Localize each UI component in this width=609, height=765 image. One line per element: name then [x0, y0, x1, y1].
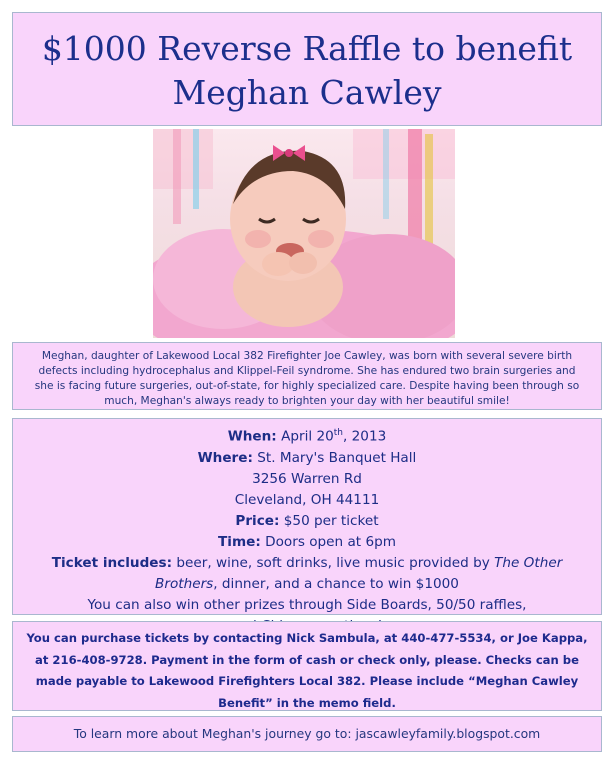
- includes-value-b: , dinner, and a chance to win $1000: [213, 575, 459, 592]
- page-title: [13, 13, 601, 115]
- title-line-2: Meghan Cawley: [172, 73, 442, 112]
- event-details-box: [12, 418, 602, 615]
- where-line: [13, 448, 601, 469]
- includes-line: [13, 553, 601, 595]
- title-line-1: $1000 Reverse Raffle to benefit: [41, 29, 573, 68]
- learn-more-text: To learn more about Meghan's journey go to: jascawleyfamily.blogspot.com: [73, 726, 541, 741]
- time-line: [13, 532, 601, 553]
- time-label: Time:: [218, 533, 261, 550]
- purchase-box: [12, 621, 602, 711]
- learn-more-box: [12, 716, 602, 752]
- when-value: April 20: [281, 428, 334, 445]
- includes-value-a: beer, wine, soft drinks, live music provided by: [176, 554, 490, 571]
- title-box: [12, 12, 602, 126]
- where-value: St. Mary's Banquet Hall: [257, 449, 417, 466]
- when-label: When:: [227, 428, 277, 445]
- when-line: [13, 423, 601, 448]
- story-text: Meghan, daughter of Lakewood Local 382 Firefighter Joe Cawley, was born with several severe birth defects including hydrocephalus and Klippel-Feil syndrome. She has endured two brain surgeries and she is facing future surgeries, out-of-state, for highly specialized care. Despite having been through so much, Meghan's always ready to brighten your day with her beautiful smile!: [34, 350, 580, 407]
- price-line: [13, 511, 601, 532]
- includes-label: Ticket includes:: [51, 554, 173, 571]
- baby-photo-illustration: [153, 129, 455, 338]
- when-suffix: th: [333, 428, 344, 438]
- story-box: [12, 342, 602, 410]
- where-label: Where:: [197, 449, 253, 466]
- band-name: The Other Brothers: [155, 554, 563, 592]
- purchase-text: You can purchase tickets by contacting Nick Sambula, at 440-477-5534, or Joe Kappa, at 216-408-9728. Payment in the form of cash or check only, please. Checks can be made payable to Lakewood Firefighters Local 382. Please include “Meghan Cawley Benefit” in the memo field.: [26, 631, 588, 710]
- price-value: $50 per ticket: [283, 512, 379, 529]
- when-year: , 2013: [343, 428, 387, 445]
- address-line-2: Cleveland, OH 44111: [234, 491, 380, 508]
- price-label: Price:: [235, 512, 280, 529]
- prizes-line: You can also win other prizes through Side Boards, 50/50 raffles,: [87, 596, 527, 613]
- address-line-1: 3256 Warren Rd: [252, 470, 362, 487]
- time-value: Doors open at 6pm: [265, 533, 396, 550]
- baby-photo: [153, 129, 455, 338]
